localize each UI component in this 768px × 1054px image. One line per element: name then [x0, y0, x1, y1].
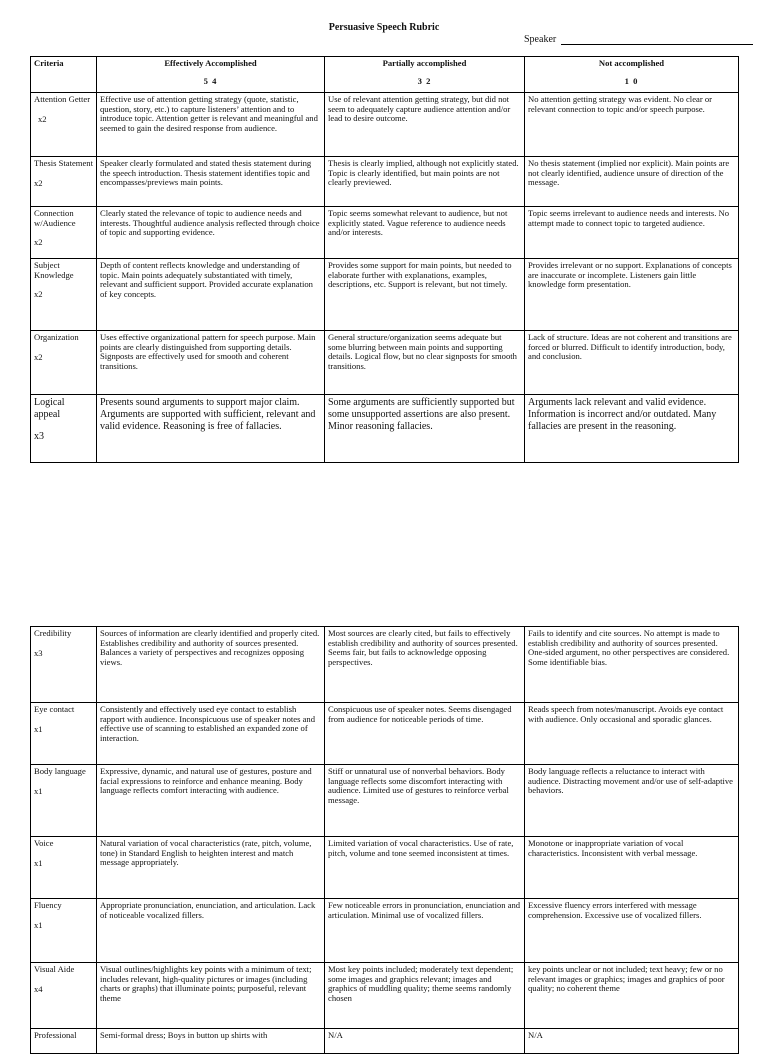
partial-description: Use of relevant attention getting strategy, but did not seem to adequately capture audience attention and/or lead to desire outcome.	[325, 93, 525, 157]
effective-description: Semi-formal dress; Boys in button up shirts with	[97, 1029, 325, 1054]
rubric-row-eye-contact	[31, 703, 739, 765]
not-header-label: Not accomplished	[598, 58, 665, 68]
criterion-weight: x2	[34, 289, 43, 300]
criterion-cell	[31, 395, 97, 463]
criteria-header: Criteria	[31, 57, 97, 93]
rubric-row-subject-knowledge	[31, 259, 739, 331]
not-description: Lack of structure. Ideas are not coherent and transitions are forced or blurred. Difficult to identify introduction, body, and conclusion.	[525, 331, 739, 395]
criterion-cell	[31, 899, 97, 963]
partial-description: Topic seems somewhat relevant to audience, but not explicitly stated. Vague reference to audience needs and/or interests.	[325, 207, 525, 259]
partial-description: N/A	[325, 1029, 525, 1054]
effective-header	[97, 57, 325, 93]
not-description: Excessive fluency errors interfered with message comprehension. Excessive use of vocalized fillers.	[525, 899, 739, 963]
rubric-table-page2	[30, 626, 739, 1054]
partial-description: General structure/organization seems adequate but some blurring between main points and supporting details. Logical flow, but no clear signposts for smooth transitions.	[325, 331, 525, 395]
speaker-blank-line[interactable]	[561, 35, 753, 45]
not-description: Fails to identify and cite sources. No attempt is made to establish credibility and authority of sources presented. One-sided argument, no other perspectives are considered. Some identifiable bias.	[525, 627, 739, 703]
criterion-cell	[31, 765, 97, 837]
not-header	[525, 57, 739, 93]
not-header-scores: 1 0	[624, 75, 639, 86]
criterion-cell	[31, 157, 97, 207]
criterion-weight: x4	[34, 983, 43, 994]
speaker-label: Speaker	[524, 34, 557, 45]
rubric-row-thesis-statement	[31, 157, 739, 207]
rubric-row-professional	[31, 1029, 739, 1054]
rubric-row-logical-appeal	[31, 395, 739, 463]
criterion-name: Body language	[34, 766, 86, 776]
not-description: N/A	[525, 1029, 739, 1054]
criterion-cell	[31, 703, 97, 765]
effective-description: Natural variation of vocal characteristics (rate, pitch, volume, tone) in Standard English to heighten interest and match message appropriately.	[97, 837, 325, 899]
effective-header-label: Effectively Accomplished	[164, 58, 257, 68]
effective-description: Expressive, dynamic, and natural use of gestures, posture and facial expressions to reinforce and enhance meaning. Body language reflects comfort interacting with audience.	[97, 765, 325, 837]
not-description: No attention getting strategy was evident. No clear or relevant connection to topic and/or speech purpose.	[525, 93, 739, 157]
partial-description: Limited variation of vocal characteristics. Use of rate, pitch, volume and tone seemed inconsistent at times.	[325, 837, 525, 899]
not-description: Arguments lack relevant and valid evidence. Information is incorrect and/or outdated. Many fallacies are present in the reasoning.	[525, 395, 739, 463]
criterion-name: Credibility	[34, 628, 72, 638]
partial-description: Some arguments are sufficiently supported but some unsupported assertions are also present. Minor reasoning fallacies.	[325, 395, 525, 463]
criterion-cell	[31, 331, 97, 395]
effective-header-scores: 5 4	[203, 75, 218, 86]
partial-header	[325, 57, 525, 93]
effective-description: Clearly stated the relevance of topic to audience needs and interests. Thoughtful audience analysis reflected through choice of topic and supporting evidence.	[97, 207, 325, 259]
criterion-weight: x1	[34, 919, 43, 930]
criterion-weight: x3	[34, 431, 44, 442]
rubric-row-voice	[31, 837, 739, 899]
effective-description: Appropriate pronunciation, enunciation, and articulation. Lack of noticeable vocalized fillers.	[97, 899, 325, 963]
criterion-name: Professional	[34, 1030, 77, 1040]
partial-header-scores: 3 2	[417, 75, 432, 86]
not-description: Topic seems irrelevant to audience needs and interests. No attempt made to connect topic to targeted audience.	[525, 207, 739, 259]
rubric-row-connection-w-audience	[31, 207, 739, 259]
rubric-row-visual-aide	[31, 963, 739, 1029]
header-row	[31, 57, 739, 93]
criterion-weight: x2	[38, 113, 47, 124]
criterion-name: Fluency	[34, 900, 62, 910]
not-description: Reads speech from notes/manuscript. Avoids eye contact with audience. Only occasional and sporadic glances.	[525, 703, 739, 765]
criterion-weight: x1	[34, 857, 43, 868]
speaker-field[interactable]	[524, 34, 753, 45]
effective-description: Sources of information are clearly identified and properly cited. Establishes credibility and authority of sources presented. Balances a variety of perspectives and recognizes opposing views.	[97, 627, 325, 703]
criterion-cell	[31, 963, 97, 1029]
partial-description: Conspicuous use of speaker notes. Seems disengaged from audience for noticeable periods of time.	[325, 703, 525, 765]
criterion-name: Logical appeal	[34, 397, 65, 420]
rubric-row-credibility	[31, 627, 739, 703]
effective-description: Effective use of attention getting strategy (quote, statistic, question, story, etc.) to capture listeners’ attention and to introduce topic. Attention getter is relevant and meaningful and seemed to gain the desired response from audience.	[97, 93, 325, 157]
effective-description: Consistently and effectively used eye contact to establish rapport with audience. Inconspicuous use of speaker notes and effective use of scanning to established an expanded zone of interaction.	[97, 703, 325, 765]
criterion-cell	[31, 259, 97, 331]
criterion-name: Visual Aide	[34, 964, 75, 974]
partial-header-label: Partially accomplished	[382, 58, 467, 68]
not-description: Provides irrelevant or no support. Explanations of concepts are inaccurate or incomplete. Listeners gain little knowledge form presentation.	[525, 259, 739, 331]
criterion-weight: x2	[34, 237, 43, 248]
partial-description: Provides some support for main points, but needed to elaborate further with explanations, examples, descriptions, etc. Support is relevant, but not timely.	[325, 259, 525, 331]
criterion-cell	[31, 627, 97, 703]
page-title: Persuasive Speech Rubric	[328, 22, 440, 33]
criterion-weight: x2	[34, 351, 43, 362]
rubric-row-fluency	[31, 899, 739, 963]
criterion-weight: x3	[34, 647, 43, 658]
rubric-row-attention-getter	[31, 93, 739, 157]
rubric-row-organization	[31, 331, 739, 395]
partial-description: Few noticeable errors in pronunciation, enunciation and articulation. Minimal use of vocalized fillers.	[325, 899, 525, 963]
not-description: Monotone or inappropriate variation of vocal characteristics. Inconsistent with verbal message.	[525, 837, 739, 899]
partial-description: Most key points included; moderately text dependent; some images and graphics relevant; images and graphics of muddling quality; theme seems randomly chosen	[325, 963, 525, 1029]
partial-description: Most sources are clearly cited, but fails to effectively establish credibility and authority of sources presented. Seems fair, but fails to acknowledge opposing perspectives.	[325, 627, 525, 703]
not-description: Body language reflects a reluctance to interact with audience. Distracting movement and/or use of self-adaptive behaviors.	[525, 765, 739, 837]
not-description: key points unclear or not included; text heavy; few or no relevant images or graphics; images and graphics of poor quality; no coherent theme	[525, 963, 739, 1029]
criterion-name: Connection w/Audience	[34, 208, 76, 228]
criterion-cell	[31, 1029, 97, 1054]
criterion-name: Subject Knowledge	[34, 260, 74, 280]
partial-description: Stiff or unnatural use of nonverbal behaviors. Body language reflects some discomfort interacting with audience. Limited use of gestures to reinforce verbal message.	[325, 765, 525, 837]
effective-description: Presents sound arguments to support major claim. Arguments are supported with sufficient, relevant and valid evidence. Reasoning is free of fallacies.	[97, 395, 325, 463]
criterion-name: Thesis Statement	[34, 158, 93, 168]
criterion-name: Organization	[34, 332, 79, 342]
not-description: No thesis statement (implied nor explicit). Main points are not clearly identified, audience unsure of direction of the message.	[525, 157, 739, 207]
effective-description: Visual outlines/highlights key points with a minimum of text; includes relevant, high-quality pictures or images (including charts or graphs) that illuminate points; purposeful, relevant theme	[97, 963, 325, 1029]
criterion-name: Eye contact	[34, 704, 75, 714]
effective-description: Uses effective organizational pattern for speech purpose. Main points are clearly distinguished from supporting details. Signposts are effectively used for smooth and coherent transitions.	[97, 331, 325, 395]
criterion-weight: x2	[34, 177, 43, 188]
criterion-weight: x1	[34, 723, 43, 734]
criterion-cell	[31, 207, 97, 259]
criterion-name: Attention Getter	[34, 94, 91, 104]
rubric-table-page1	[30, 56, 739, 463]
criterion-name: Voice	[34, 838, 54, 848]
rubric-row-body-language	[31, 765, 739, 837]
criterion-cell	[31, 837, 97, 899]
effective-description: Speaker clearly formulated and stated thesis statement during the speech introduction. Thesis statement identifies topic and encompasses/previews main points.	[97, 157, 325, 207]
criterion-cell	[31, 93, 97, 157]
criterion-weight: x1	[34, 785, 43, 796]
effective-description: Depth of content reflects knowledge and understanding of topic. Main points adequately substantiated with timely, relevant and sufficient support. Provided accurate explanation of key concepts.	[97, 259, 325, 331]
partial-description: Thesis is clearly implied, although not explicitly stated. Topic is clearly identified, but main points are not clearly previewed.	[325, 157, 525, 207]
